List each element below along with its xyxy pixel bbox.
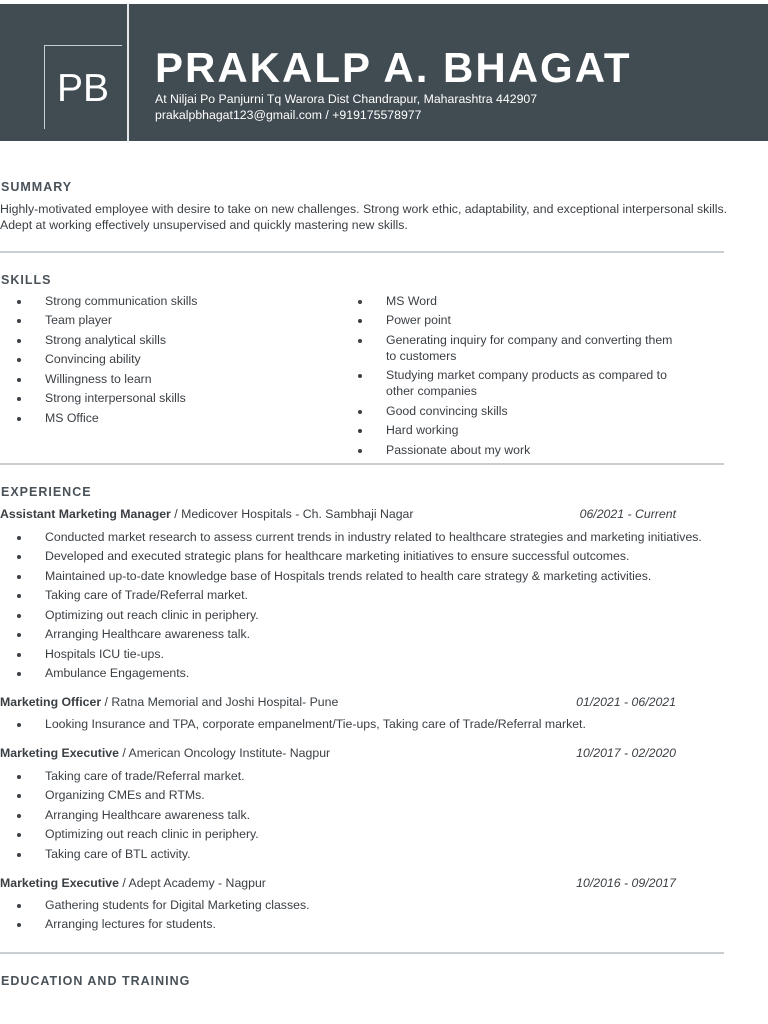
bullet-icon [17,536,21,540]
candidate-address: At Niljai Po Panjurni Tq Warora Dist Chandrapur, Maharashtra 442907 [155,92,538,106]
job-dates: 10/2016 - 09/2017 [576,876,676,890]
bullet-icon [17,594,21,598]
bullet-icon [17,614,21,618]
job-bullet: Gathering students for Digital Marketing classes. [0,898,768,914]
summary-heading: SUMMARY [1,180,73,194]
job-bullet: Optimizing out reach clinic in periphery. [0,608,768,624]
job-bullet: Conducted market research to assess current trends in industry related to healthcare strategies and marketing initiatives. [0,530,768,546]
bullet-icon [17,575,21,579]
job-bullet: Looking Insurance and TPA, corporate empanelment/Tie-ups, Taking care of Trade/Referral market. [0,717,768,733]
bullet-icon [17,853,21,857]
experience-heading: EXPERIENCE [1,485,92,499]
job-separator: / [118,876,129,890]
bullet-icon [17,300,21,304]
job-dates: 01/2021 - 06/2021 [576,695,676,709]
skill-item: Strong interpersonal skills [0,391,330,407]
bullet-icon [358,339,362,343]
bullet-icon [358,449,362,453]
bullet-icon [17,672,21,676]
bullet-icon [17,653,21,657]
job-bullet: Taking care of Trade/Referral market. [0,588,768,604]
skill-item: Strong communication skills [0,294,330,310]
job-company: Adept Academy - Nagpur [128,876,266,890]
bullet-icon [17,378,21,382]
bullet-icon [358,374,362,378]
bullet-icon [17,723,21,727]
job-header [0,695,676,709]
job-bullet: Arranging lectures for students. [0,917,768,933]
section-divider [0,952,724,954]
bullet-icon [17,339,21,343]
bullet-icon [358,410,362,414]
skills-list-right [341,294,686,462]
job-header [0,507,676,521]
bullet-icon [17,555,21,559]
bullet-icon [358,300,362,304]
section-divider [0,251,724,253]
bullet-icon [17,833,21,837]
skill-item: Convincing ability [0,352,330,368]
job-bullet: Developed and executed strategic plans for healthcare marketing initiatives to ensure successful outcomes. [0,549,768,565]
job-separator: / [118,746,129,760]
job-bullet: Taking care of BTL activity. [0,847,768,863]
job-bullet: Ambulance Engagements. [0,666,768,682]
job-header [0,876,676,890]
job-separator: / [170,507,182,521]
skill-item: Generating inquiry for company and converting them to customers [341,333,686,365]
bullet-icon [17,358,21,362]
job-bullets [0,898,768,937]
job-title: Assistant Marketing Manager [0,507,171,521]
bullet-icon [17,794,21,798]
bullet-icon [17,814,21,818]
skill-item: MS Word [341,294,686,310]
bullet-icon [17,319,21,323]
bullet-icon [358,319,362,323]
bullet-icon [358,429,362,433]
bullet-icon [17,923,21,927]
job-title: Marketing Executive [0,746,119,760]
job-title: Marketing Officer [0,695,102,709]
job-title: Marketing Executive [0,876,119,890]
job-bullet: Arranging Healthcare awareness talk. [0,627,768,643]
job-bullets [0,717,768,736]
bullet-icon [17,904,21,908]
bullet-icon [17,417,21,421]
monogram-text: PB [57,67,110,110]
skill-item: Hard working [341,423,686,439]
skill-item: Willingness to learn [0,372,330,388]
job-bullets [0,769,768,866]
skill-item: Team player [0,313,330,329]
job-company: Ratna Memorial and Joshi Hospital- Pune [111,695,339,709]
bullet-icon [17,775,21,779]
job-bullet: Taking care of trade/Referral market. [0,769,768,785]
job-company: Medicover Hospitals - Ch. Sambhaji Nagar [181,507,414,521]
job-dates: 06/2021 - Current [579,507,676,521]
candidate-contact: prakalpbhagat123@gmail.com / +919175578977 [155,108,422,122]
skill-item: Studying market company products as compared to other companies [341,368,686,400]
skill-item: Good convincing skills [341,404,686,420]
monogram-badge [44,45,122,129]
job-bullets [0,530,768,686]
skill-item: MS Office [0,411,330,427]
job-bullet: Optimizing out reach clinic in periphery. [0,827,768,843]
candidate-name: PRAKALP A. BHAGAT [155,44,632,91]
summary-text: Highly-motivated employee with desire to take on new challenges. Strong work ethic, adaptability, and exceptional interpersonal skills. Adept at working effectively unsupervised and quickly mastering new skills. [0,202,728,232]
job-dates: 10/2017 - 02/2020 [576,746,676,760]
section-divider [0,463,724,465]
education-heading: EDUCATION AND TRAINING [1,974,191,988]
skills-list-left [0,294,330,430]
job-separator: / [101,695,112,709]
job-bullet: Arranging Healthcare awareness talk. [0,808,768,824]
job-header [0,746,676,760]
resume-header [0,4,768,141]
bullet-icon [17,397,21,401]
skill-item: Strong analytical skills [0,333,330,349]
skills-heading: SKILLS [1,273,52,287]
bullet-icon [17,633,21,637]
job-bullet: Organizing CMEs and RTMs. [0,788,768,804]
header-divider [127,4,129,141]
job-company: American Oncology Institute- Nagpur [128,746,331,760]
job-bullet: Hospitals ICU tie-ups. [0,647,768,663]
skill-item: Passionate about my work [341,443,686,459]
skill-item: Power point [341,313,686,329]
job-bullet: Maintained up-to-date knowledge base of Hospitals trends related to health care strategy & marketing activities. [0,569,768,585]
